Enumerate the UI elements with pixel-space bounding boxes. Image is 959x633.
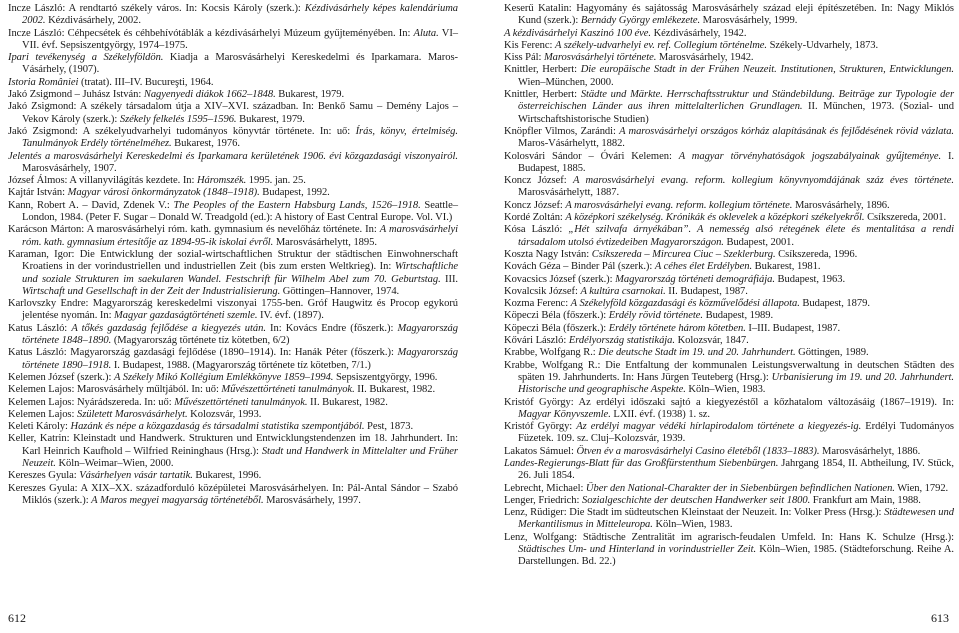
entry-title-italic: Ipari tevékenység a Székelyföldön. [8,52,164,64]
entry-title-italic: Städte und Märkte. Herrschaftsstruktur und Ständebildung. Beiträge zur Typologie der österreichischen Länder aus ihren mittelalterlichen Grundlagen. [518,89,954,113]
entry-title-italic: Székely felkelés 1595–1596. [119,113,237,125]
entry-title-italic: Kézdivásárhely képes kalendáriuma 2002. [22,3,458,27]
entry-title-italic: Erdély rövid története. [608,310,703,322]
entry-title-italic: Stadt und Handwerk in Mittelalter und Früher Neuzeit. [22,445,458,469]
bibliography-entry: Krabbe, Wolfgang R.: Die deutsche Stadt im 19. und 20. Jahrhundert. Göttingen, 1989. [504,347,869,359]
bibliography-entry: Kelemen Lajos: Született Marosvásárhelyt. Kolozsvár, 1993. [8,408,262,420]
entry-title-italic: Wirtschaftliche und soziale Strukturen im saekularen Wandel. Festschrift für Wilhelm Abel zum 70. Geburtstag. [22,261,458,285]
bibliography-entry: Kővári László: Erdélyország statistikája. Kolozsvár, 1847. [504,335,749,347]
bibliography-entry: Köpeczi Béla (főszerk.): Erdély története három kötetben. I–III. Budapest, 1987. [504,322,841,334]
bibliography-entry: Kovacsics József (szerk.): Magyarország történeti demográfiája. Budapest, 1963. [504,273,846,285]
bibliography-entry: Köpeczi Béla (főszerk.): Erdély rövid története. Budapest, 1989. [504,310,774,322]
right-column [504,3,954,569]
bibliography-entry: Kovách Géza – Binder Pál (szerk.): A céhes élet Erdélyben. Bukarest, 1981. [504,261,821,273]
bibliography-entry: Incze László: Céhpecsétek és céhbehívótáblák a kézdivásárhelyi Múzeum gyűjteményében. In: Aluta. VI–VII. évf. Sepsiszentgyörgy, 1974–1975. [8,27,459,51]
entry-title-italic: Háromszék. [196,175,247,187]
bibliography-entry: Katus László: A tőkés gazdaság fejlődése a kiegyezés után. In: Kovács Endre (főszerk.): Magyarország története 1848–1890. (Magyarország története tíz kötetben, 6/2) [8,322,459,347]
bibliography-entry: Lakatos Sámuel: Ötven év a marosvásárhelyi Casino életéből (1833–1883). Marosvásárhelyt, 1886. [504,445,921,457]
entry-title-italic: Az erdélyi magyar védéki hírlapirodalom története a kiegyezés-ig. [576,421,862,433]
entry-title-italic: Magyar Könyvszemle. [518,408,611,420]
bibliography-entry: Kristóf György: Az erdélyi magyar védéki hírlapirodalom története a kiegyezés-ig. Erdélyi Tudományos Füzetek. 109. sz. Cluj–Kolozsvár, 1939. [504,421,954,445]
bibliography-entry: Knittler, Herbert: Städte und Märkte. Herrschaftsstruktur und Ständebildung. Beiträge zur Typologie der österreichischen Länder aus ihren mittelalterlichen Grundlagen. II. München, 1973. (Sozial- und Wirtschaftshistorische Studien) [504,89,954,125]
entry-title-italic: A marosvásárhelyi országos kórház alapításának és fejlődésének rövid vázlata. [619,125,954,137]
entry-title-italic: Istoria României [8,76,79,88]
entry-title-italic: Ötven év a marosvásárhelyi Casino életéből (1833–1883). [576,445,820,457]
entry-title-italic: A marosvásárhelyi evang. reform. kollegium története. [565,199,793,211]
entry-title-italic: Csíkszereda – Mircurea Ciuc – Szeklerburg. [591,248,776,260]
bibliography-entry: Kereszes Gyula: Vásárhelyen vásár tartatik. Bukarest, 1996. [8,470,262,482]
bibliography-entry: Kelemen Lajos: Nyárádszereda. In: uő: Művészettörténeti tanulmányok. II. Bukarest, 1982. [8,396,388,408]
entry-title-italic: Die europäische Stadt in der Frühen Neuzeit. Institutionen, Strukturen, Entwicklungen. [580,64,954,76]
bibliography-entry: Kósa László: „Hét szilvafa árnyékában”. A nemesség alsó rétegének élete és mentalitása a rendi társadalom utolsó évtizedeiben Magyarországon. Budapest, 2001. [504,224,954,248]
entry-title-italic: Über den National-Charakter der in Siebenbürgen befindlichen Nationen. [585,482,895,494]
entry-title-italic: A céhes élet Erdélyben. [654,261,753,273]
entry-title-italic: A marosvásárhelyi róm. kath. gymnasium értesítője az 1894-95-ik iskolai évről. [22,224,458,248]
bibliography-entry: Koszta Nagy István: Csíkszereda – Mircurea Ciuc – Szeklerburg. Csíkszereda, 1996. [504,248,858,260]
bibliography-entry: Katus László: Magyarország gazdasági fejlődése (1890–1914). In: Hanák Péter (főszerk.): Magyarország története 1890–1918. I. Budapest, 1988. (Magyarország története tíz kötetben, 7/1.) [8,347,458,371]
bibliography-entry: Jakó Zsigmond – Juhász István: Nagyenyedi diákok 1662–1848. Bukarest, 1979. [8,89,345,101]
entry-title-italic: A marosvásárhelyi evang. reform. kollegium könyvnyomdájának száz éves története. [572,175,954,187]
entry-title-italic: „Hét szilvafa árnyékában”. A nemesség alsó rétegének élete és mentalitása a rendi társadalom utolsó évtizedeiben Magyarországon. [518,224,954,248]
bibliography-entry: Koncz József: A marosvásárhelyi evang. reform. kollegium könyvnyomdájának száz éves története. Marosvásárhelytt, 1887. [504,175,954,199]
entry-title-italic: A székely-udvarhelyi ev. ref. Collegium történelme. [554,39,767,51]
page-number-left: 612 [8,611,26,625]
bibliography-entry: Jelentés a marosvásárhelyi Kereskedelmi és Iparkamara kerületének 1906. évi közgazdasági viszonyairól. Marosvásárhely, 1907. [8,150,458,174]
entry-title-italic: A Székely Mikó Kollégium Emlékkönyve 1859–1994. [113,371,334,383]
bibliography-entry: Karácson Márton: A marosvásárhelyi róm. kath. gymnasium és nevelőház története. In: A marosvásárhelyi róm. kath. gymnasium értesítője az 1894-95-ik iskolai évről. Marosvásárhelytt, 1895. [8,224,458,248]
bibliography-entry: Lenger, Friedrich: Sozialgeschichte der deutschen Handwerker seit 1800. Frankfurt am Main, 1988. [504,494,921,506]
entry-title-italic: Erdélyország statistikája. [568,335,675,347]
bibliography-entry: Kordé Zoltán: A középkori székelység. Krónikák és oklevelek a középkori székelyekről. Csíkszereda, 2001. [504,212,947,224]
bibliography-entry: A kézdivásárhelyi Kaszinó 100 éve. Kézdivásárhely, 1942. [504,27,747,39]
entry-title-italic: A Székelyföld közgazdasági és közművelődési állapota. [570,298,800,310]
entry-title-italic: Jelentés a marosvásárhelyi Kereskedelmi és Iparkamara kerületének 1906. évi közgazdasági viszonyairól. [8,150,458,162]
bibliography-entry: Jakó Zsigmond: A székely társadalom útja a XIV–XVI. században. In: Benkő Samu – Demény Lajos – Vekov Károly (szerk.): Székely felkelés 1595–1596. Bukarest, 1979. [8,101,458,125]
bibliography-entry: Kolosvári Sándor – Óvári Kelemen: A magyar törvényhatóságok jogszabályainak gyűjteménye. I. Budapest, 1885. [504,150,954,174]
bibliography-entry: Koncz József: A marosvásárhelyi evang. reform. kollegium története. Marosvásárhely, 1896. [504,199,890,211]
entry-title-italic: Magyarország története 1890–1918. [22,347,458,371]
bibliography-entry: Karlovszky Endre: Magyarország kereskedelmi viszonyai 1755-ben. Gróf Haugwitz és Procop egykorú jelentése nyomán. In: Magyar gazdaságtörténeti szemle. IV. évf. (1897). [8,298,458,322]
page-number-right: 613 [931,611,949,625]
entry-title-italic: Sozialgeschichte der deutschen Handwerker seit 1800. [582,494,811,506]
entry-title-italic: Művészettörténeti tanulmányok. [174,396,308,408]
bibliography-entry: Knittler, Herbert: Die europäische Stadt in der Frühen Neuzeit. Institutionen, Strukturen, Entwicklungen. Wien–München, 2000. [504,64,954,88]
entry-title-italic: Urbanisierung im 19. und 20. Jahrhundert. Historische und geographische Aspekte. [518,371,954,396]
bibliography-entry: József Álmos: A villanyvilágítás kezdete. In: Háromszék. 1995. jan. 25. [8,175,306,187]
entry-title-italic: Magyarország története 1848–1890. [22,322,459,347]
entry-title-italic: Írás, könyv, értelmiség. Tanulmányok Erdély történelméhez. [22,125,458,150]
bibliography-entry: Jakó Zsigmond: A székelyudvarhelyi tudományos könyvtár története. In: uő: Írás, könyv, értelmiség. Tanulmányok Erdély történelméhez. Bukarest, 1976. [8,125,458,150]
bibliography-entry: Landes-Regierungs-Blatt für das Großfürstenthum Siebenbürgen. Jahrgang 1854, II. Abtheilung, IV. Stück, 26. Juli 1854. [504,457,954,482]
entry-title-italic: Die deutsche Stadt im 19. und 20. Jahrhundert. [598,347,796,359]
left-column [8,3,458,507]
entry-title-italic: A tőkés gazdaság fejlődése a kiegyezés után. [71,322,266,334]
bibliography-entry: Istoria României (tratat). III–IV. Bucureşti, 1964. [8,76,214,88]
bibliography-entry: Keller, Katrin: Kleinstadt und Handwerk. Strukturen und Entwicklungstendenzen im 18. Jahrhundert. In: Karl Heinrich Kaufhold – Wilfried Reininghaus (Hrsg.): Stadt und Handwerk in Mittelalter und Früher Neuzeit. Köln–Weimar–Wien, 2000. [8,433,458,469]
entry-title-italic: Städtisches Um- und Hinterland in vorindustrieller Zeit. [518,544,757,556]
bibliography-entry: Lenz, Wolfgang: Städtische Zentralität im agrarisch-feudalen Umfeld. In: Hans K. Schulze (Hrsg.): Städtisches Um- und Hinterland in vorindustrieller Zeit. Köln–Wien, 1985. (Städteforschung. Reihe A. Darstellungen. Bd. 22.) [504,531,954,568]
entry-title-italic: Bernády György emlékezete. [580,15,701,27]
bibliography-entry: Kelemen Lajos: Marosvásárhely műltjából. In: uő: Művészettörténeti tanulmányok. II. Bukarest, 1982. [8,384,436,396]
bibliography-entry: Keleti Károly: Hazánk és népe a közgazdaság és társadalmi statistika szempontjából. Pest, 1873. [8,421,414,433]
entry-title-italic: Aluta. [413,27,439,39]
bibliography-entry: Karaman, Igor: Die Entwicklung der sozial-wirtschaftlichen Struktur der städtischen Einwohnerschaft Kroatiens in der vorindustriellen und industriellen Zeit (bis zum ersten Weltkrieg). In: Wirtschaftliche und soziale Strukturen im saekularen Wandel. Festschrift für Wilhelm Abel zum 70. Geburtstag. III. Wirtschaft und Gesellschaft in der Zeit der Industrialisierung. Göttingen–Hannover, 1974. [8,248,458,297]
entry-title-italic: A Maros megyei magyarság történetéből. [91,494,264,506]
entry-title-italic: A kultúra csarnokai. [580,285,666,297]
bibliography-entry: Kelemen József (szerk.): A Székely Mikó Kollégium Emlékkönyve 1859–1994. Sepsiszentgyörgy, 1996. [8,371,438,383]
entry-title-italic: Landes-Regierungs-Blatt für das Großfürstenthum Siebenbürgen. [504,457,779,469]
bibliography-entry: Lebrecht, Michael: Über den National-Charakter der in Siebenbürgen befindlichen Nationen. Wien, 1792. [504,482,949,494]
bibliography-entry: Kajtár István: Magyar városi önkormányzatok (1848–1918). Budapest, 1992. [8,187,330,199]
bibliography-entry: Knöpfler Vilmos, Zarándi: A marosvásárhelyi országos kórház alapításának és fejlődésének rövid vázlata. Maros-Vásárhelytt, 1882. [504,125,954,150]
entry-title-italic: The Peoples of the Eastern Habsburg Lands, 1526–1918. [173,199,421,211]
entry-title-italic: A magyar törvényhatóságok jogszabályainak gyűjteménye. [678,150,942,162]
entry-title-italic: Marosvásárhelyi története. [543,52,657,64]
bibliography-entry: Incze László: A rendtartó székely város. In: Kocsis Károly (szerk.): Kézdivásárhely képes kalendáriuma 2002. Kézdivásárhely, 2002. [8,3,458,27]
bibliography-entry: Kis Ferenc: A székely-udvarhelyi ev. ref. Collegium történelme. Székely-Udvarhely, 1873. [504,39,879,51]
bibliography-entry: Kiss Pál: Marosvásárhelyi története. Marosvásárhely, 1942. [504,52,754,64]
bibliography-entry: Kereszes Gyula: A XIX–XX. századforduló középületei Marosvásárhelyen. In: Pál-Antal Sándor – Szabó Miklós (szerk.): A Maros megyei magyarság történetéből. Marosvásárhely, 1997. [8,482,458,506]
entry-title-italic: Magyarország történeti demográfiája. [615,273,775,285]
entry-title-italic: Magyar gazdaságtörténeti szemle. [114,310,258,322]
entry-title-italic: Hazánk és népe a közgazdaság és társadalmi statistika szempontjából. [70,421,365,433]
bibliography-entry: Kristóf György: Az erdélyi időszaki sajtó a kiegyezéstől a kőzhatalom változásáig (1867–1919). In: Magyar Könyvszemle. LXII. évf. (1938) 1. sz. [504,396,954,420]
bibliography-entry: Kann, Robert A. – David, Zdenek V.: The Peoples of the Eastern Habsburg Lands, 1526–1918. Seattle–London, 1984. (Peter F. Sugar – Donald W. Treadgold (ed.): A history of East Central Europe. Vol. VI.) [8,199,458,224]
bibliography-entry: Kovalcsik József: A kultúra csarnokai. II. Budapest, 1987. [504,285,748,297]
bibliography-entry: Lenz, Rüdiger: Die Stadt im südteutschen Kleinstaat der Neuzeit. In: Volker Press (Hrsg.): Städtewesen und Merkantilismus in Mitteleuropa. Köln–Wien, 1983. [504,507,954,531]
bibliography-entry: Krabbe, Wolfgang R.: Die Entfaltung der kommunalen Leistungsverwaltung in deutschen Städten des späten 19. Jahrhunderts. In: Hans Jürgen Teuteberg (Hrsg.): Urbanisierung im 19. und 20. Jahrhundert. Historische und geographische Aspekte. Köln–Wien, 1983. [504,359,954,396]
entry-title-italic: Erdély története három kötetben. [608,322,746,334]
entry-title-italic: Művészettörténeti tanulmányok. [221,384,355,396]
entry-title-italic: Wirtschaft und Gesellschaft in der Zeit der Industrialisierung. [22,285,281,297]
bibliography-entry: Ipari tevékenység a Székelyföldön. Kiadja a Marosvásárhelyi Kereskedelmi és Iparkamara. Maros-Vásárhely, (1907). [8,52,458,76]
entry-title-italic: Nagyenyedi diákok 1662–1848. [143,89,276,101]
entry-title-italic: A középkori székelység. Krónikák és oklevelek a középkori székelyekről. [565,212,865,224]
entry-title-italic: Städtewesen und Merkantilismus in Mitteleuropa. [518,507,954,531]
bibliography-entry: Keserű Katalin: Hagyomány és sajátosság Marosvásárhely század eleji építészetében. In: Nagy Miklós Kund (szerk.): Bernády György emlékezete. Marosvásárhely, 1999. [504,3,954,27]
entry-title-italic: A kézdivásárhelyi Kaszinó 100 éve. [504,27,652,39]
entry-title-italic: Vásárhelyen vásár tartatik. [79,470,193,482]
entry-title-italic: Született Marosvásárhelyt. [76,408,188,420]
bibliography-entry: Kozma Ferenc: A Székelyföld közgazdasági és közművelődési állapota. Budapest, 1879. [504,298,870,310]
entry-title-italic: Magyar városi önkormányzatok (1848–1918). [67,187,260,199]
